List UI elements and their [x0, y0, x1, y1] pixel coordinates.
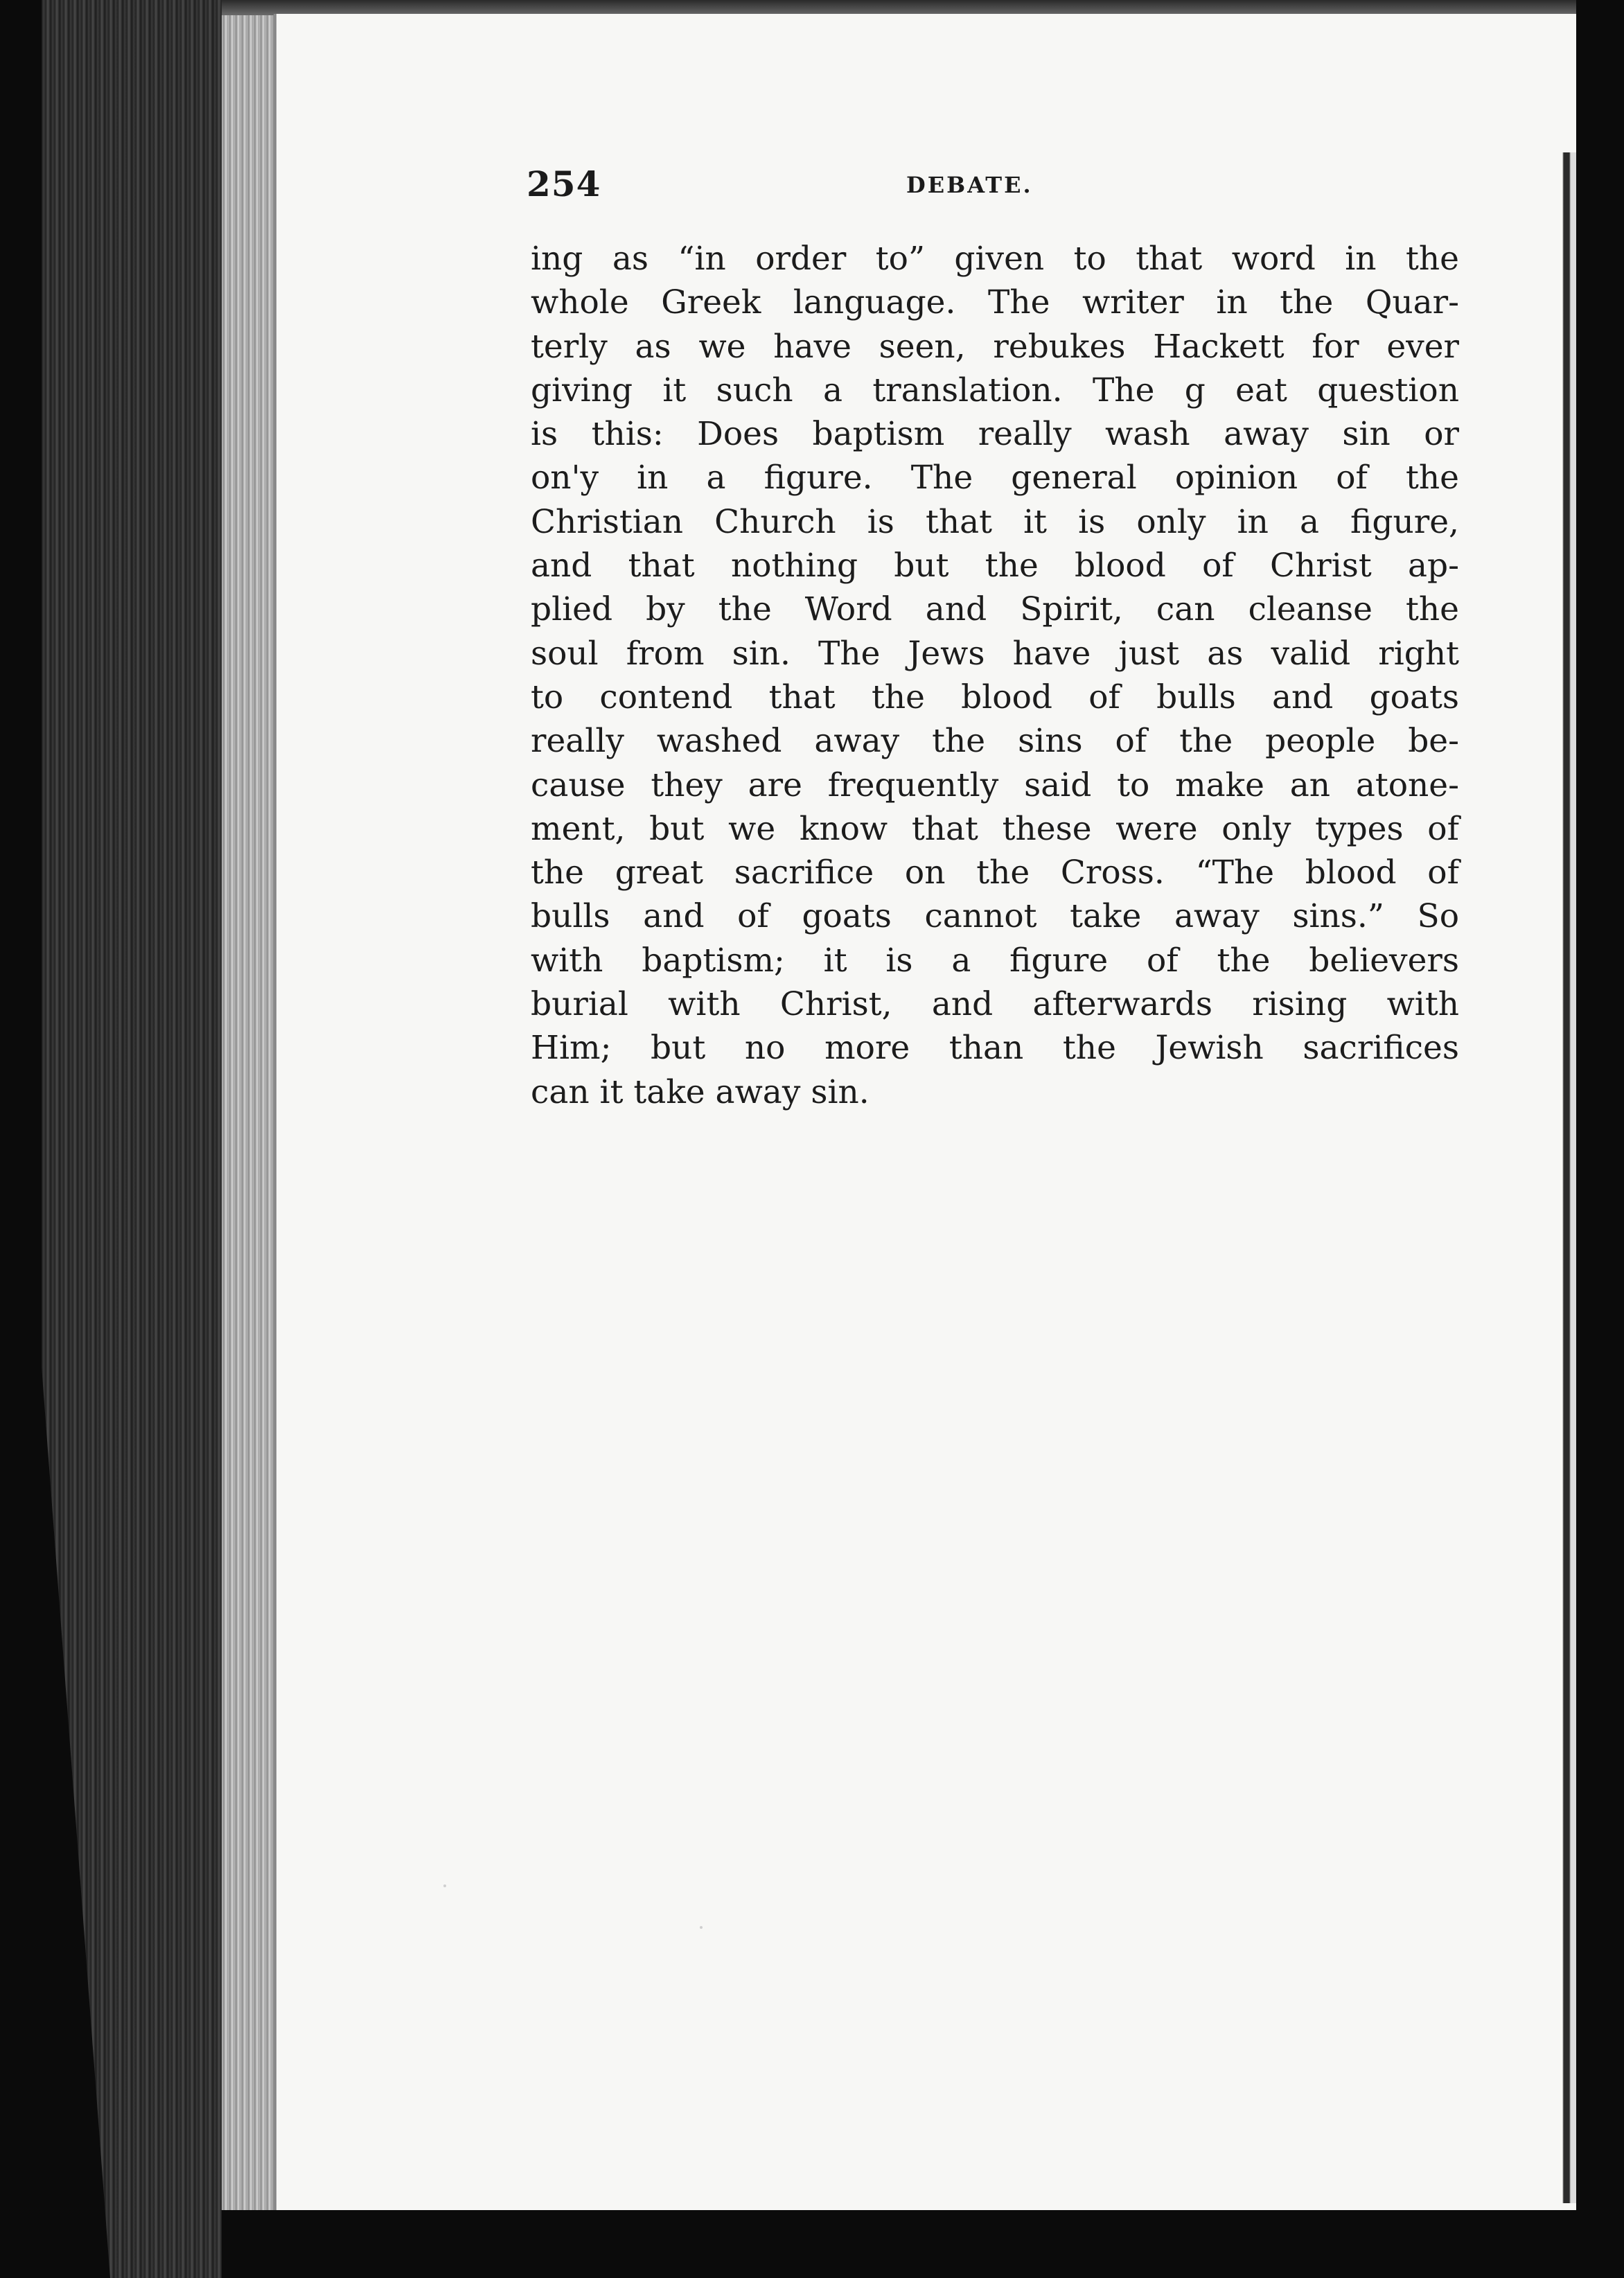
scan-background-bottom: [222, 2210, 1624, 2278]
running-head: [527, 164, 1455, 205]
body-text: [531, 237, 1459, 1114]
paper-speck: [443, 1884, 446, 1887]
text-line: can it take away sin.: [531, 1072, 870, 1111]
text-line: to contend that the blood of bulls and goats: [531, 678, 1459, 716]
text-line: is this: Does baptism really wash away sin or: [531, 415, 1459, 454]
scan-background-right: [1576, 0, 1624, 2278]
text-line: Christian Church is that it is only in a figure,: [531, 502, 1459, 541]
text-line: soul from sin. The Jews have just as valid right: [531, 634, 1459, 673]
book-top-edge: [222, 0, 1576, 15]
page-gutter-rule: [1554, 152, 1579, 2203]
page-stack-edge: [222, 14, 277, 2217]
text-line: terly as we have seen, rebukes Hackett for ever: [531, 327, 1459, 366]
text-line: really washed away the sins of the people be-: [531, 722, 1459, 761]
text-line: ment, but we know that these were only types of: [531, 809, 1459, 848]
page-number: 254: [527, 164, 601, 204]
text-line: cause they are frequently said to make an atone-: [531, 766, 1459, 804]
paper-speck: [700, 1926, 703, 1929]
text-line: ing as “in order to” given to that word in the: [531, 240, 1459, 278]
text-line: whole Greek language. The writer in the Quar-: [531, 283, 1459, 322]
text-line: bulls and of goats cannot take away sins.” So: [531, 897, 1459, 936]
text-line: the great sacrifice on the Cross. “The blood of: [531, 854, 1459, 892]
text-line: and that nothing but the blood of Christ ap-: [531, 547, 1459, 585]
text-line: giving it such a translation. The g eat question: [531, 371, 1459, 409]
running-title: DEBATE.: [906, 172, 1033, 198]
text-line: Him; but no more than the Jewish sacrifices: [531, 1029, 1459, 1068]
text-line: burial with Christ, and afterwards rising with: [531, 985, 1459, 1024]
text-line: with baptism; it is a figure of the believers: [531, 941, 1459, 980]
text-line: plied by the Word and Spirit, can cleanse the: [531, 590, 1459, 629]
text-line: on'y in a figure. The general opinion of the: [531, 459, 1459, 497]
